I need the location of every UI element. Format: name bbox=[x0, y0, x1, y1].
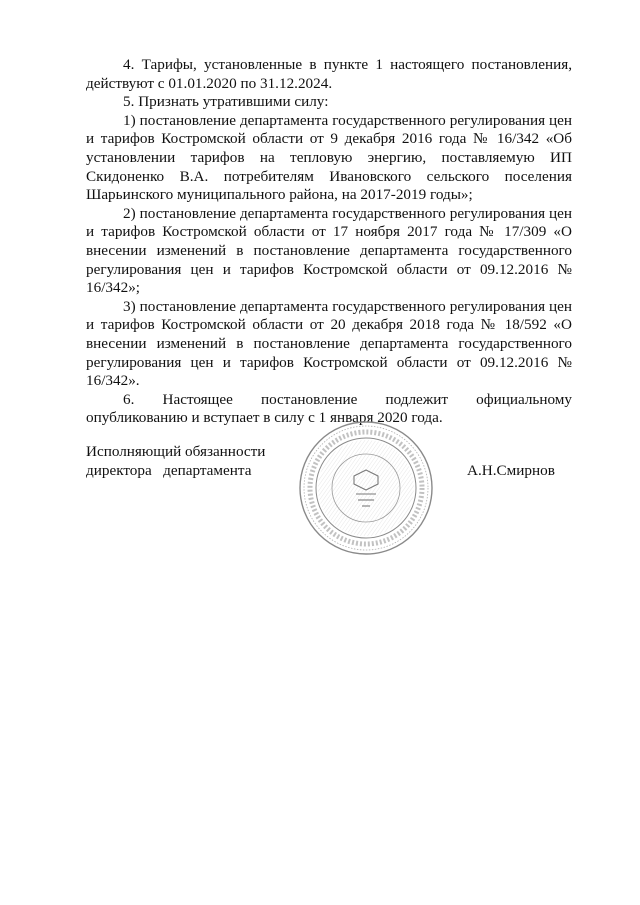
paragraph-subitem-3: 3) постановление департамента государственного регулирования цен и тарифов Костромской области от 20 декабря 2018 года № 18/592 «О внесении изменений в постановление департамента государственного регулирования цен и тарифов Костромской области от 09.12.2016 № 16/342». bbox=[86, 297, 572, 390]
paragraph-item-6: 6. Настоящее постановление подлежит официальному опубликованию и вступает в силу с 1 января 2020 года. bbox=[86, 390, 572, 427]
signatory-title-line2: директора департамента bbox=[86, 461, 252, 479]
signatory-title bbox=[86, 443, 316, 480]
paragraph-item-4: 4. Тарифы, установленные в пункте 1 настоящего постановления, действуют с 01.01.2020 по 31.12.2024. bbox=[86, 56, 572, 92]
paragraph-item-5: 5. Признать утратившими силу: bbox=[123, 93, 329, 111]
signatory-title-line1: Исполняющий обязанности bbox=[86, 443, 266, 460]
document-body bbox=[86, 56, 572, 428]
paragraph-subitem-2: 2) постановление департамента государственного регулирования цен и тарифов Костромской области от 17 ноября 2017 года № 17/309 «О внесении изменений в постановление департамента государственного регулирования цен и тарифов Костромской области от 09.12.2016 № 16/342»; bbox=[86, 204, 572, 297]
official-seal-icon bbox=[296, 418, 436, 558]
signatory-name: А.Н.Смирнов bbox=[467, 462, 555, 479]
paragraph-subitem-1: 1) постановление департамента государственного регулирования цен и тарифов Костромской области от 9 декабря 2016 года № 16/342 «Об установлении тарифов на тепловую энергию, поставляемую ИП Скидоненко В.А. потребителям Ивановского сельского поселения Шарьинского муниципального района, на 2017-2019 годы»; bbox=[86, 111, 572, 204]
